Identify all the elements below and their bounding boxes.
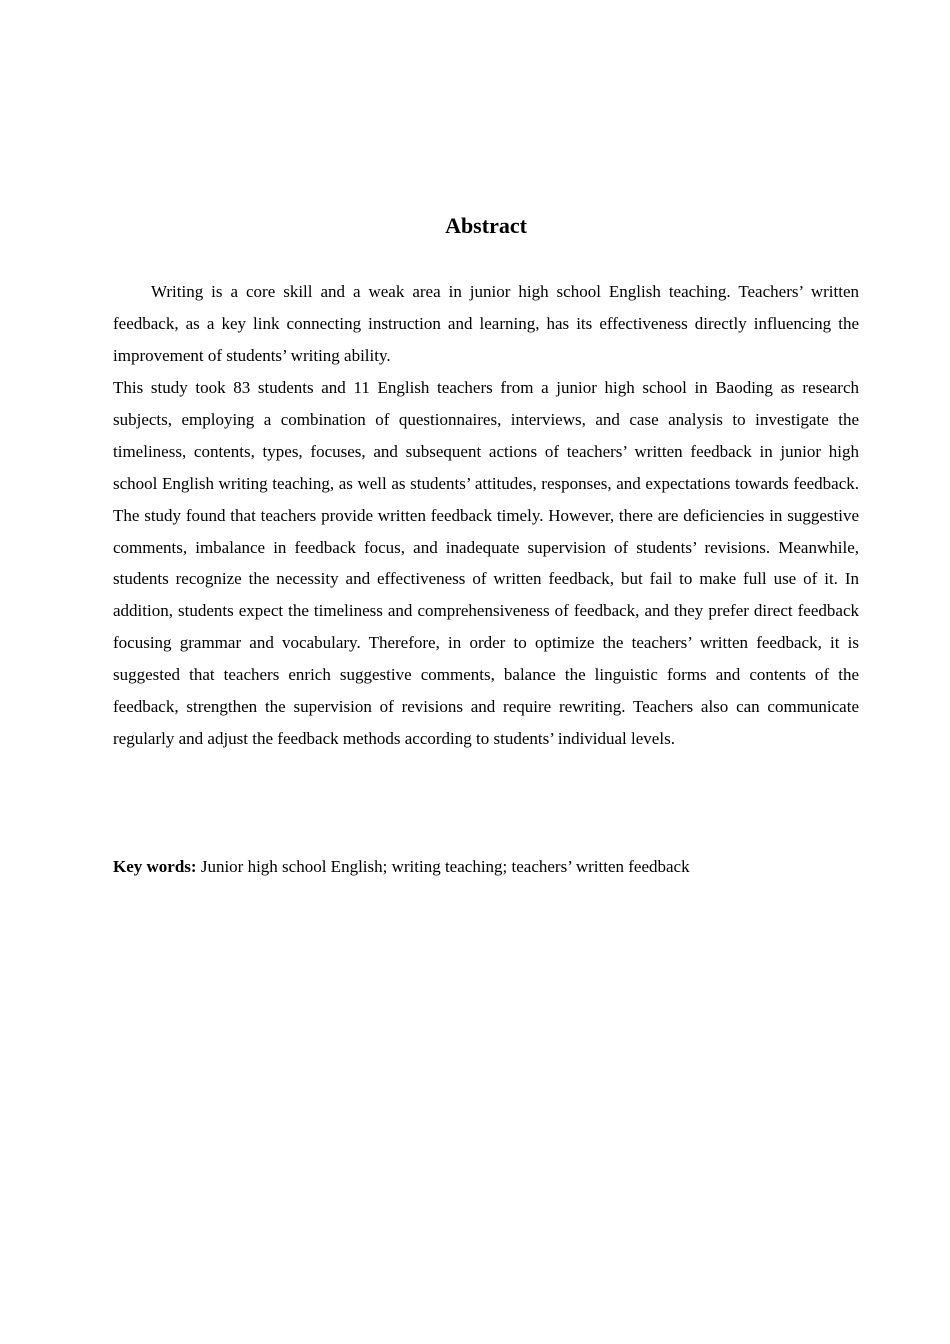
keywords-text: Junior high school English; writing teaching; teachers’ written feedback xyxy=(196,857,690,876)
abstract-paragraph-1: Writing is a core skill and a weak area in junior high school English teaching. Teachers’ written feedback, as a key link connecting instruction and learning, has its effectiveness directly influencing the improvement of students’ writing ability. xyxy=(113,282,859,365)
keywords-line xyxy=(113,851,859,883)
abstract-title: Abstract xyxy=(445,213,527,238)
keywords-label: Key words: xyxy=(113,857,197,876)
abstract-paragraph-2: This study took 83 students and 11 English teachers from a junior high school in Baoding as research subjects, employing a combination of questionnaires, interviews, and case analysis to investigate the timeliness, contents, types, focuses, and subsequent actions of teachers’ written feedback in junior high school English writing teaching, as well as students’ attitudes, responses, and expectations towards feedback. The study found that teachers provide written feedback timely. However, there are deficiencies in suggestive comments, imbalance in feedback focus, and inadequate supervision of students’ revisions. Meanwhile, students recognize the necessity and effectiveness of written feedback, but fail to make full use of it. In addition, students expect the timeliness and comprehensiveness of feedback, and they prefer direct feedback focusing grammar and vocabulary. Therefore, in order to optimize the teachers’ written feedback, it is suggested that teachers enrich suggestive comments, balance the linguistic forms and contents of the feedback, strengthen the supervision of revisions and require rewriting. Teachers also can communicate regularly and adjust the feedback methods according to students’ individual levels. xyxy=(113,378,859,748)
